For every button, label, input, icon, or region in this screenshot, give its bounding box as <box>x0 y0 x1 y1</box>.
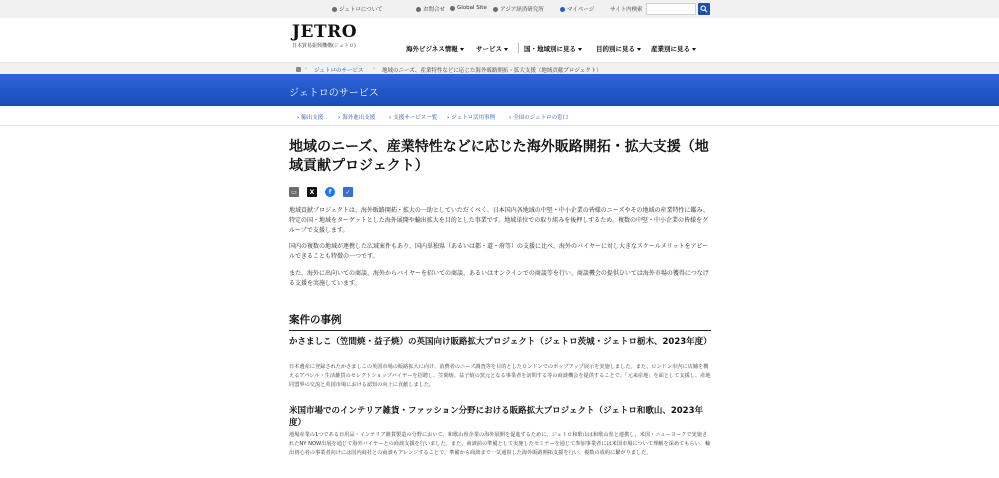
chevron-down-icon <box>504 48 508 51</box>
submenu-export-support[interactable]: › 輸出支援 <box>297 113 323 121</box>
intro-paragraph-1: 地域貢献プロジェクトは、海外販路開拓・拡大の一助としていただくべく、日本国内各地域の中堅・中小企業の皆様のニーズやその地域の産業特性に鑑み、特定の国・地域をターゲットとした海外展開や輸出拡大を目的とした事業です。地域単位での取り組みを後押しするため、複数の中堅・中小企業の皆様をグループで支援します。 <box>289 207 709 234</box>
nav-by-region[interactable]: 国・地域別に見る <box>524 44 582 53</box>
user-icon <box>560 7 565 12</box>
chevron-down-icon <box>578 48 582 51</box>
section-banner <box>0 74 999 106</box>
info-icon <box>332 7 337 12</box>
submenu-case-studies[interactable]: › ジェトロ活用事例 <box>447 113 495 121</box>
question-icon <box>416 7 421 12</box>
mypage-link[interactable]: マイページ <box>560 5 594 13</box>
home-icon[interactable] <box>296 67 301 72</box>
banner-title: ジェトロのサービス <box>289 88 379 99</box>
submenu-overseas-expansion[interactable]: › 海外進出支援 <box>338 113 375 121</box>
bookmark-icon: ✓ <box>345 188 351 196</box>
printer-icon: ▭ <box>291 188 297 196</box>
cases-heading: 案件の事例 <box>289 312 711 331</box>
case-1-title: かさましこ（笠間焼・益子焼）の英国向け販路拡大プロジェクト（ジェトロ茨城・ジェトロ栃木、2023年度） <box>289 337 712 347</box>
chevron-down-icon <box>637 48 641 51</box>
x-icon: X <box>309 188 315 196</box>
contact-link[interactable]: お問合せ <box>416 5 445 13</box>
ide-link[interactable]: アジア経済研究所 <box>493 5 544 13</box>
sub-menu <box>0 106 999 126</box>
utility-bar <box>0 0 999 18</box>
nav-by-industry[interactable]: 産業別に見る <box>651 44 696 53</box>
share-x-button[interactable] <box>307 187 317 197</box>
case-2-title: 米国市場でのインテリア雑貨・ファッション分野における販路拡大プロジェクト（ジェトロ和歌山、2023年度） <box>289 406 703 428</box>
submenu-offices[interactable]: › 全国のジェトロの窓口 <box>509 113 568 121</box>
case-1-body: 日本遺産に登録されたかさましこの英国市場の販路拡大に向け、消費者のニーズ調査等を目的としたロンドンでのポップアップ展示を実施しました。また、ロンドン市内に店舗を構えるアパレル・生活雑貨のセレクトショップバイヤーを招聘し、笠間焼、益子焼の窯元となる事業者を訪問する等の商談機会を提供することで、「元来産地」を面として支援し、産地同盟界の交流と英国市場における認知の向上に貢献しました。 <box>289 364 711 388</box>
submenu-service-list[interactable]: › 支援サービス一覧 <box>389 113 437 121</box>
book-icon <box>493 7 498 12</box>
main-content <box>0 126 999 478</box>
chevron-down-icon <box>460 48 464 51</box>
bookmark-button[interactable] <box>343 187 353 197</box>
breadcrumb <box>0 62 999 74</box>
facebook-icon: f <box>328 188 332 196</box>
search-button[interactable] <box>698 3 710 15</box>
case-2-body: 地場産業の1つである日用品・インテリア雑貨製造の分野において、和歌山県企業の海外展開を促進するために、ジェトロ和歌山は和歌山県と連携し、米国・ニューヨークで実施されたNY NOW出展を通じて海外バイヤーとの商談支援を行いました。また、商談前の準備として実施したセミナーを通じて参加事業者には米国市場について理解を深めてもらい、輸出初心者の事業者向けには国内商社との商談もアレンジすることで、準備から商談まで一気通貫した海外販路開拓支援を行い、複数の成約に繋がりました。 <box>289 432 711 456</box>
print-button[interactable] <box>289 187 299 197</box>
jetro-logo[interactable]: JETRO 日本貿易振興機構(ジェトロ) <box>292 22 358 49</box>
breadcrumb-separator: › <box>305 66 308 72</box>
page-title: 地域のニーズ、産業特性などに応じた海外販路開拓・拡大支援（地域貢献プロジェクト） <box>289 139 709 174</box>
intro-paragraph-3: また、海外に出向いての商談、海外からバイヤーを招いての商談、あるいはオンラインでの商談等を行い、商談機会の提供ひいては海外市場の獲得につなげる支援を実施しています。 <box>289 270 709 287</box>
breadcrumb-separator: › <box>373 66 376 72</box>
global-site-link[interactable]: Global Site <box>450 5 487 11</box>
nav-by-purpose[interactable]: 目的別に見る <box>596 44 641 53</box>
share-facebook-button[interactable] <box>325 187 335 197</box>
nav-divider <box>518 43 519 53</box>
chevron-down-icon <box>692 48 696 51</box>
intro-paragraph-2: 国内の複数の地域が連携した広域案件もあり、国内単独県（あるいは都・道・府等）の支援に比べ、海外のバイヤーに対し大きなスケールメリットをアピールできることも特徴の一つです。 <box>289 243 709 260</box>
nav-services[interactable]: サービス <box>476 44 508 53</box>
search-icon <box>700 5 708 13</box>
globe-icon <box>450 6 455 11</box>
site-search-label: サイト内検索 <box>610 7 643 13</box>
site-header <box>0 18 999 62</box>
about-link[interactable]: ジェトロについて <box>332 5 383 13</box>
breadcrumb-current: 地域のニーズ、産業特性などに応じた海外販路開拓・拡大支援（地域貢献プロジェクト） <box>382 68 602 74</box>
breadcrumb-services[interactable]: ジェトロのサービス <box>314 68 364 74</box>
search-input[interactable] <box>646 3 696 15</box>
nav-overseas-business[interactable]: 海外ビジネス情報 <box>406 44 464 53</box>
